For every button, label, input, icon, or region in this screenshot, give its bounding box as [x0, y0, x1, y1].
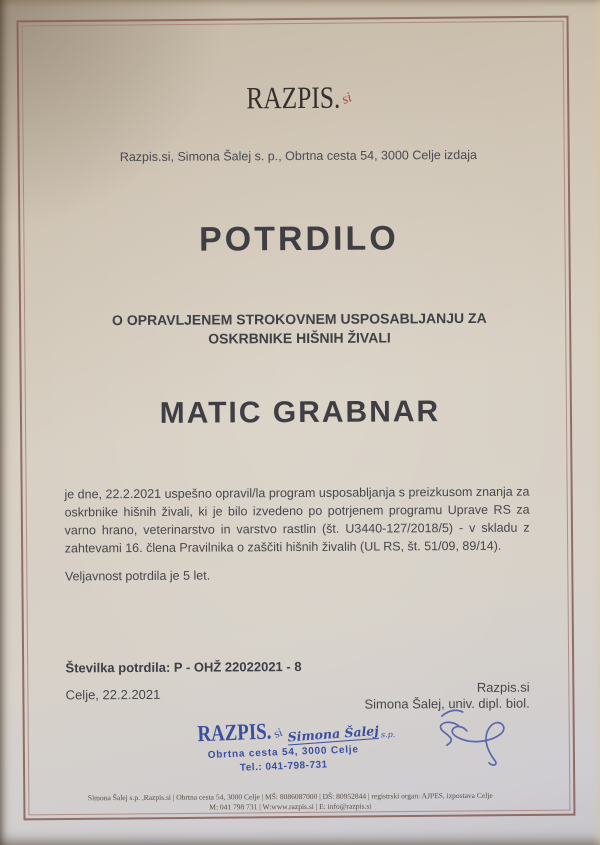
- certificate-number-label: Številka potrdila:: [65, 659, 171, 676]
- header-logo: [0, 78, 598, 118]
- stamp-logo-row: [197, 715, 396, 747]
- certificate-subtitle: [0, 308, 600, 350]
- footer-fine-print: [16, 790, 564, 812]
- stamp-phone: Tel.: 041-798-731: [239, 759, 328, 774]
- header-logo-accent: si: [339, 90, 354, 108]
- stamp-address: Obrtna cesta 54, 3000 Celje: [207, 744, 359, 761]
- signer-name: Simona Šalej, univ. dipl. biol.: [364, 695, 530, 712]
- recipient-name: MATIC GRABNAR: [159, 395, 441, 430]
- place-date: Celje, 22.2.2021: [65, 686, 161, 703]
- footer-line-1: Simona Šalej s.p. ,Razpis.si | Obrtna cesta 54, 3000 Celje | MŠ: 8086087000 | DŠ: 80952844 | registrski organ: AJPES, izpostava Celje: [87, 790, 493, 803]
- handwritten-signature: [426, 703, 526, 779]
- subtitle-line-2: OSKRBNIKE HIŠNIH ŽIVALI: [208, 329, 391, 347]
- header-logo-text: RAZPIS.: [246, 79, 341, 116]
- subtitle-line-1: O OPRAVLJENEM STROKOVNEM USPOSABLJANJU ZA: [111, 309, 487, 329]
- footer-line-2: M: 041 798 731 | W:www.razpis.si | E: info@razpis.si: [209, 801, 372, 812]
- issuer-line: Razpis.si, Simona Šalej s. p., Obrtna cesta 54, 3000 Celje izdaja: [119, 147, 477, 165]
- company-stamp: [197, 715, 396, 775]
- certificate-number: [65, 659, 301, 675]
- certificate-number-value: P - OHŽ 22022021 - 8: [173, 658, 302, 675]
- certificate-title: POTRDILO: [198, 219, 399, 259]
- body-paragraph: je dne, 22.2.2021 uspešno opravil/la program usposabljanja s preizkusom znanja za oskrbnike hišnih živali, ki je bilo izvedeno po potrjenem programu Uprave RS za varno hrano, veterinarstvo in varstvo rastlin (št. U3440-127/2018/5) - v skladu z zahtevami 16. člena Pravilnika o zaščiti hišnih živalih (UL RS, št. 51/09, 89/14).: [64, 484, 530, 556]
- validity-line: Veljavnost potrdila je 5 let.: [64, 568, 211, 584]
- stamp-owner-suffix: s.p.: [380, 729, 396, 740]
- stamp-logo-accent: si: [271, 724, 285, 741]
- stamp-logo-text: RAZPIS.: [197, 718, 272, 747]
- signer-org: Razpis.si: [476, 679, 530, 695]
- stamp-owner-script: Simona Šalej: [287, 722, 380, 745]
